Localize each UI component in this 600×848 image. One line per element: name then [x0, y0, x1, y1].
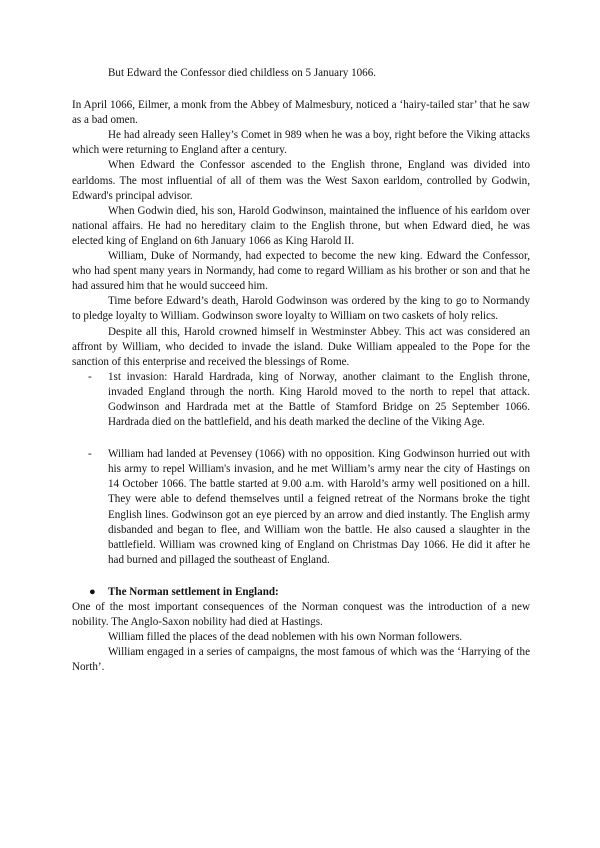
paragraph-coronation: Despite all this, Harold crowned himself in Westminster Abbey. This act was considered an affront by William, who decided to invade the island. Duke William appealed to the Pope for the sanction of this enterprise and received the blessings of Rome.	[72, 325, 530, 368]
spacer	[72, 81, 530, 98]
spacer	[72, 568, 530, 585]
dash-list-item	[72, 370, 530, 430]
paragraph-oath: Time before Edward’s death, Harold Godwinson was ordered by the king to go to Normandy to pledge loyalty to William. Godwinson swore loyalty to William on two caskets of holy relics.	[72, 295, 530, 323]
section-heading-item	[72, 585, 530, 600]
dash-item-text: 1st invasion: Harald Hardrada, king of Norway, another claimant to the English throne, invaded England through the north. King Harold moved to the north to repel that attack. Godwinson and Hardrada met at the Battle of Stamford Bridge on 25 September 1066. Hardrada died on the battlefield, and his death marked the decline of the Viking Age.	[108, 370, 530, 429]
dash-item-text: William had landed at Pevensey (1066) with no opposition. King Godwinson hurried out with his army to repel William's invasion, and he met William’s army near the city of Hastings on 14 October 1066. The battle started at 9.00 a.m. with Harold’s army well positioned on a hill. They were able to defend themselves until a feigned retreat of the Normans broke the tight English lines. Godwinson got an eye pierced by an arrow and died instantly. The English army disbanded and began to flee, and William won the battle. He also caused a slaughter in the battlefield. William was crowned king of England on Christmas Day 1066. He did it after he had burned and pillaged the southeast of England.	[108, 448, 530, 566]
dash-marker: -	[88, 370, 92, 383]
bullet-marker: ●	[89, 585, 96, 598]
paragraph-new-nobility: One of the most important consequences of the Norman conquest was the introduction of a new nobility. The Anglo-Saxon nobility had died at Hastings.	[72, 601, 530, 629]
paragraph-eilmer: In April 1066, Eilmer, a monk from the Abbey of Malmesbury, noticed a ‘hairy-tailed star’ that he saw as a bad omen.	[72, 99, 530, 127]
intro-sentence: But Edward the Confessor died childless on 5 January 1066.	[108, 67, 377, 79]
spacer	[72, 430, 530, 447]
paragraph-halleys-comet: He had already seen Halley’s Comet in 989 when he was a boy, right before the Viking attacks which were returning to England after a century.	[72, 129, 530, 157]
document-page	[72, 66, 530, 675]
dash-list-item	[72, 447, 530, 568]
paragraph-godwin-death: When Godwin died, his son, Harold Godwinson, maintained the influence of his earldom over national affairs. He had no hereditary claim to the English throne, but when Edward died, he was elected king of England on 6th January 1066 as King Harold II.	[72, 204, 530, 247]
paragraph-norman-followers: William filled the places of the dead noblemen with his own Norman followers.	[108, 631, 463, 644]
paragraph-earldoms: When Edward the Confessor ascended to the English throne, England was divided into earldoms. The most influential of all of them was the West Saxon earldom, controlled by Godwin, Edward's principal advisor.	[72, 159, 530, 202]
section-heading: The Norman settlement in England:	[108, 585, 279, 598]
dash-marker: -	[88, 448, 92, 461]
paragraph-harrying: William engaged in a series of campaigns, the most famous of which was the ‘Harrying of the North’.	[72, 646, 530, 674]
paragraph-william-claim: William, Duke of Normandy, had expected to become the new king. Edward the Confessor, who had spent many years in Normandy, had come to regard William as his brother or son and that he had assured him that he would succeed him.	[72, 250, 530, 293]
